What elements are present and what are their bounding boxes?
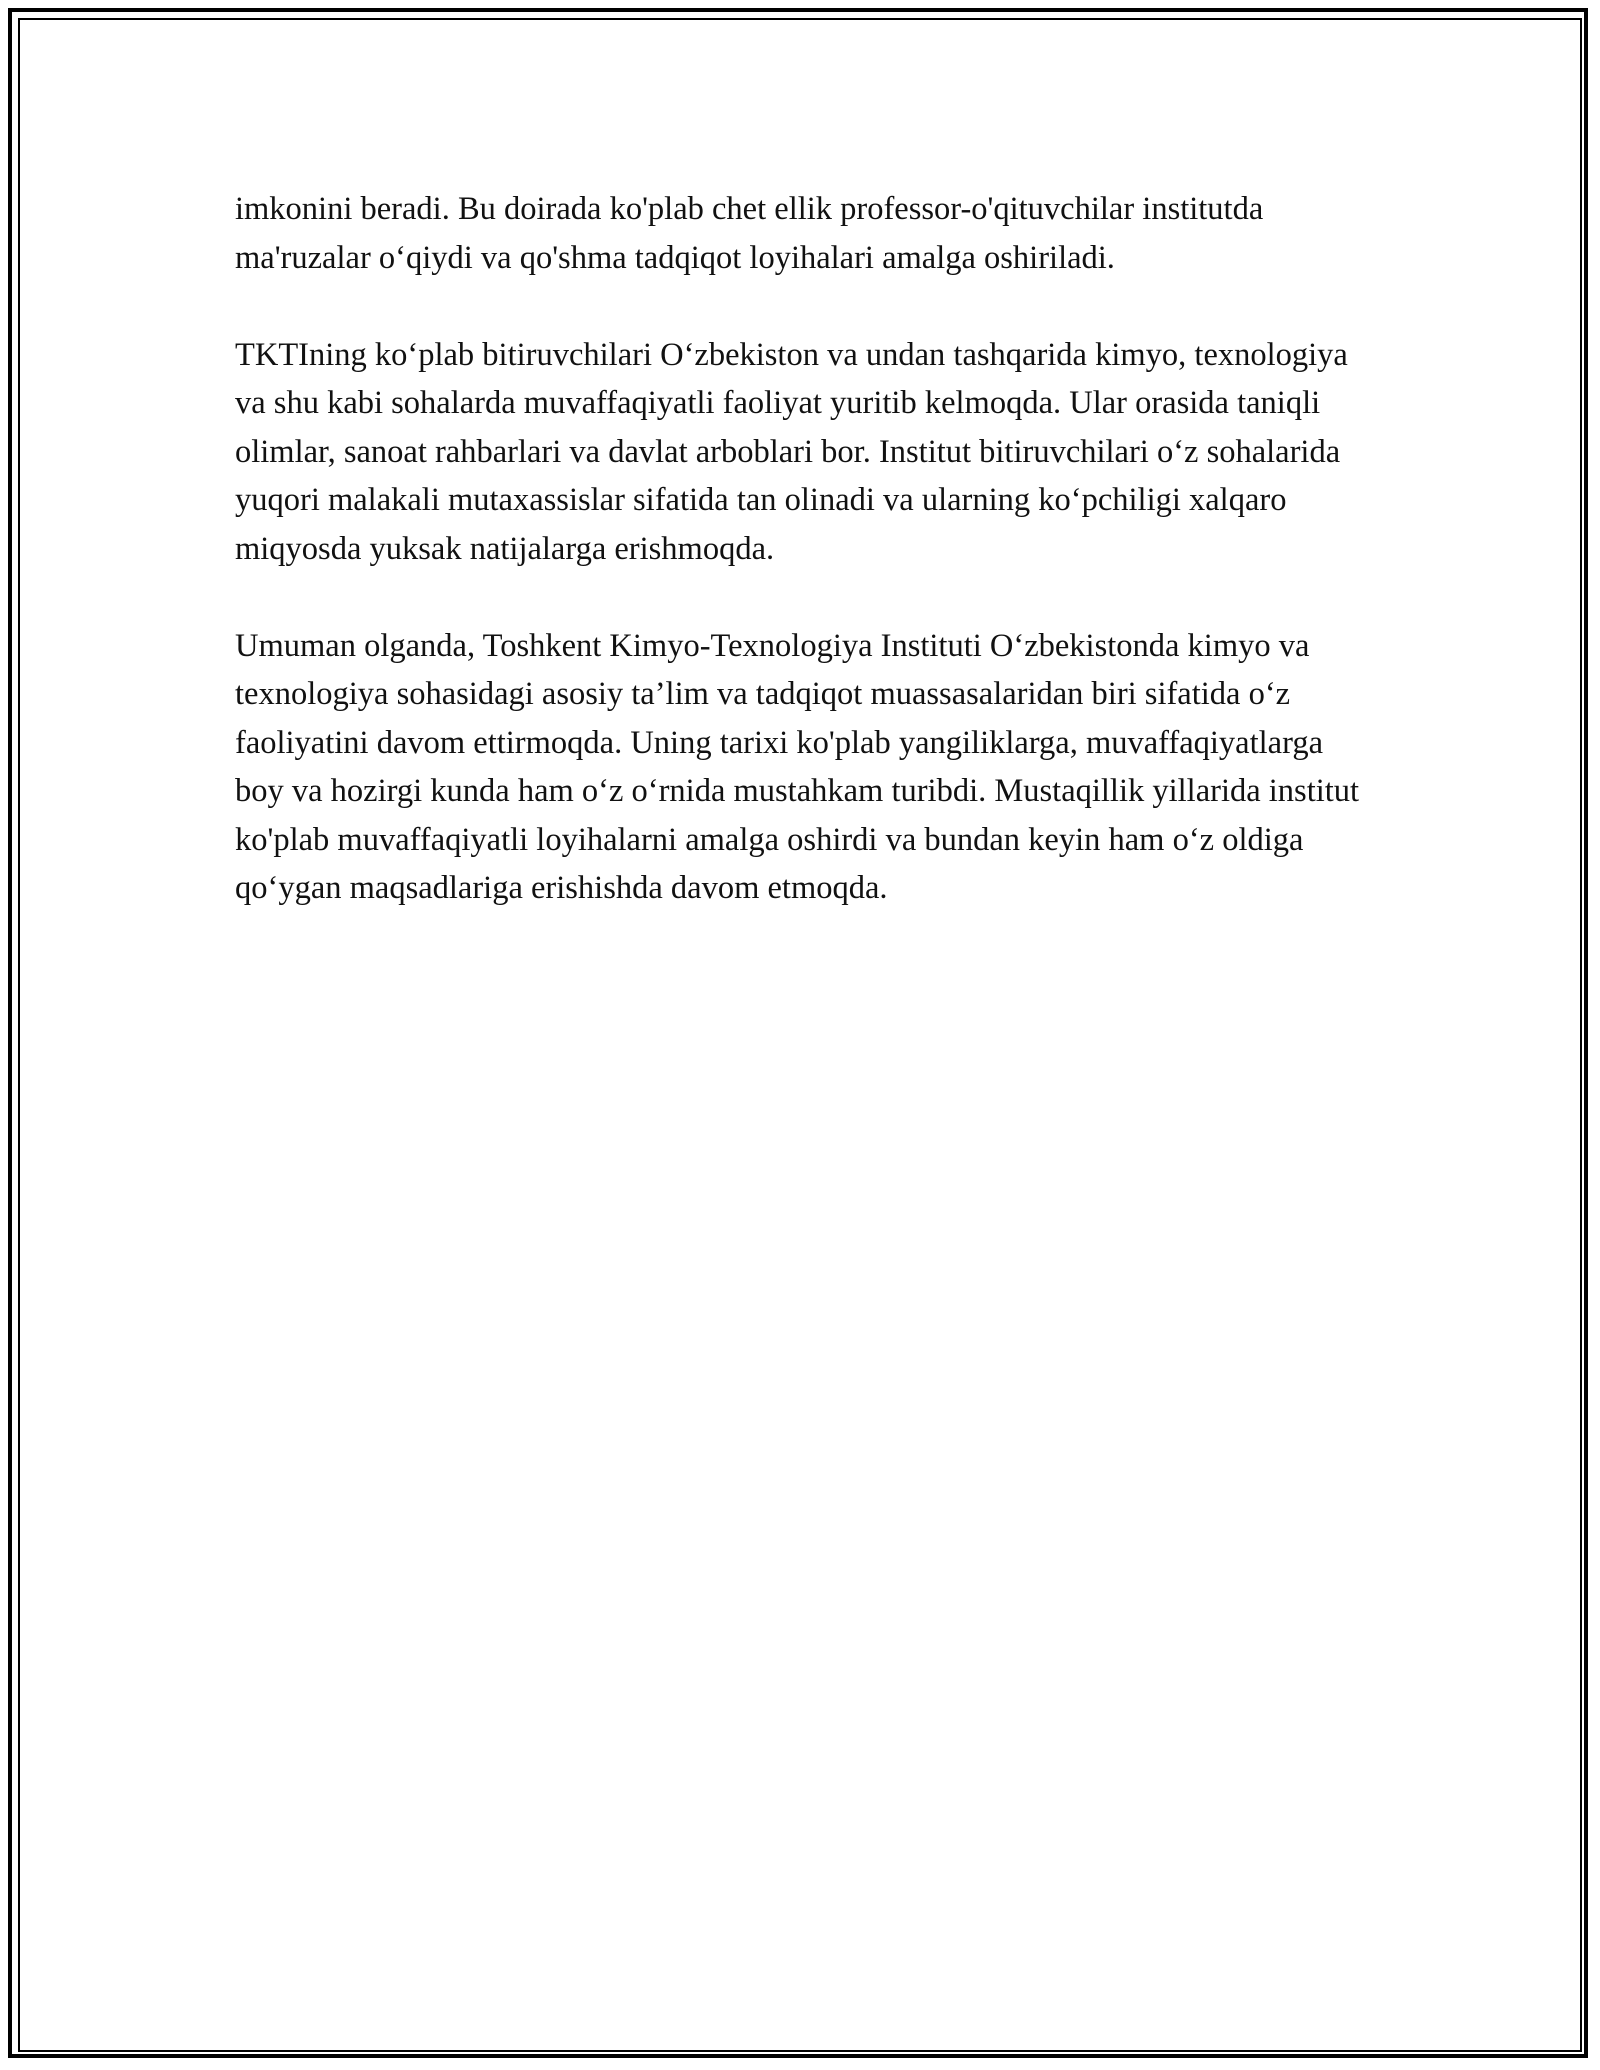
paragraph-3: Umuman olganda, Toshkent Kimyo-Texnologiya Instituti O‘zbekistonda kimyo va texnologiya sohasidagi asosiy ta’lim va tadqiqot muassasalaridan biri sifatida o‘z faoliyatini davom ettirmoqda. Uning tarixi ko'plab yangiliklarga, muvaffaqiyatlarga boy va hozirgi kunda ham o‘z o‘rnida mustahkam turibdi. Mustaqillik yillarida institut ko'plab muvaffaqiyatli loyihalarni amalga oshirdi va bundan keyin ham o‘z oldiga qo‘ygan maqsadlariga erishishda davom etmoqda. [235,627,1360,906]
paragraph-1: imkonini beradi. Bu doirada ko'plab chet ellik professor-o'qituvchilar institutda ma'ruzalar o‘qiydi va qo'shma tadqiqot loyihalari amalga oshiriladi. [235,191,1264,276]
paragraph-2: TKTIning ko‘plab bitiruvchilari O‘zbekiston va undan tashqarida kimyo, texnologiya va shu kabi sohalarda muvaffaqiyatli faoliyat yuritib kelmoqda. Ular orasida taniqli olimlar, sanoat rahbarlari va davlat arboblari bor. Institut bitiruvchilari o‘z sohalarida yuqori malakali mutaxassislar sifatida tan olinadi va ularning ko‘pchiligi xalqaro miqyosda yuksak natijalarga erishmoqda. [235,336,1348,567]
document-body [235,185,1370,961]
